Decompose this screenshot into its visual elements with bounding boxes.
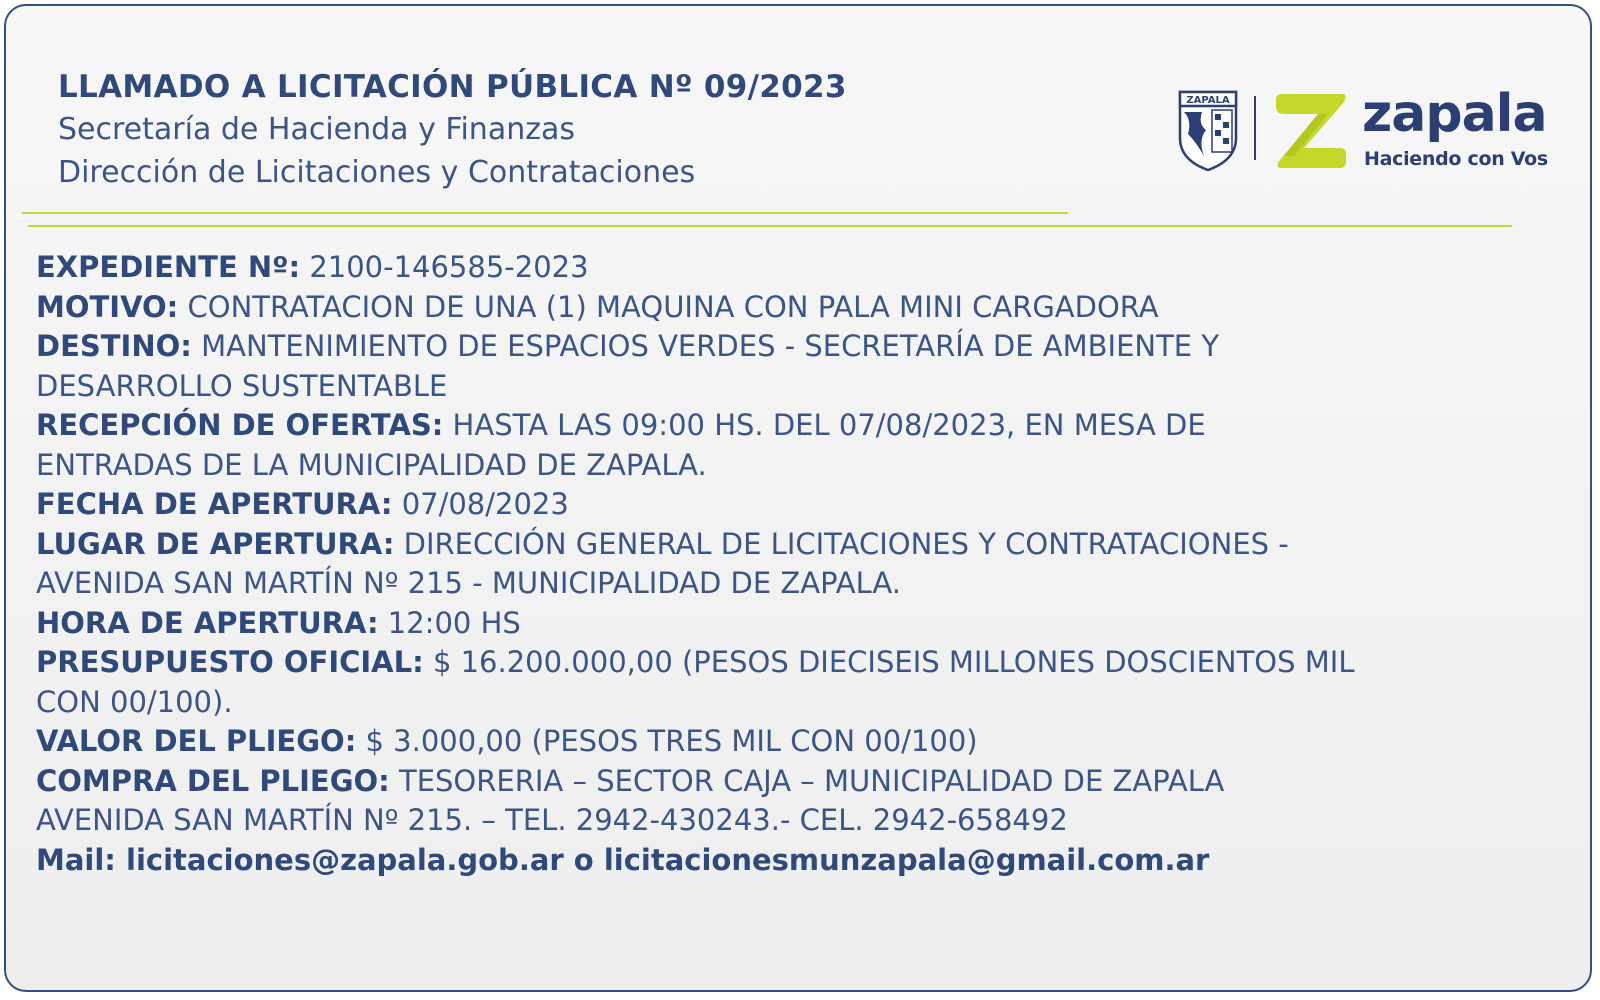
valor-label: VALOR DEL PLIEGO: (36, 724, 357, 758)
brand-tagline: Haciendo con Vos (1364, 148, 1548, 170)
zapala-logo (1178, 84, 1558, 172)
divider-line (22, 212, 1068, 214)
destino-value: MANTENIMIENTO DE ESPACIOS VERDES - SECRETARÍA DE AMBIENTE Y (201, 329, 1220, 363)
recepcion-line (36, 406, 1556, 446)
header (58, 66, 847, 194)
motivo-value: CONTRATACION DE UNA (1) MAQUINA CON PALA MINI CARGADORA (187, 289, 1159, 324)
destino-label: DESTINO: (36, 329, 192, 363)
fecha-label: FECHA DE APERTURA: (36, 487, 393, 521)
expediente-label: EXPEDIENTE Nº: (36, 250, 301, 284)
secretaria-subtitle: Secretaría de Hacienda y Finanzas (58, 112, 575, 147)
expediente-value: 2100-146585-2023 (309, 250, 589, 284)
brand-wordmark: zapala (1362, 84, 1547, 144)
licitacion-card (4, 4, 1592, 992)
lugar-line (36, 525, 1556, 565)
compra-value: TESORERIA – SECTOR CAJA – MUNICIPALIDAD DE ZAPALA (398, 763, 1225, 798)
valor-line (36, 722, 1556, 762)
destino-line-cont: DESARROLLO SUSTENTABLE (36, 368, 448, 403)
fecha-line (36, 485, 1556, 525)
motivo-label: MOTIVO: (36, 289, 179, 324)
hora-line (36, 604, 1556, 644)
presupuesto-line (36, 643, 1556, 683)
presupuesto-line-cont: CON 00/100). (36, 684, 233, 719)
compra-label: COMPRA DEL PLIEGO: (36, 763, 390, 798)
shield-text: ZAPALA (1186, 95, 1230, 106)
presupuesto-value: $ 16.200.000,00 (PESOS DIECISEIS MILLONES DOSCIENTOS MIL (432, 645, 1355, 679)
shield-icon (1178, 90, 1358, 172)
motivo-line (36, 288, 1556, 328)
hora-value: 12:00 HS (387, 605, 521, 640)
recepcion-line-cont: ENTRADAS DE LA MUNICIPALIDAD DE ZAPALA. (36, 447, 707, 482)
fecha-value: 07/08/2023 (401, 487, 569, 521)
mail-line: Mail: licitaciones@zapala.gob.ar o licitacionesmunzapala@gmail.com.ar (36, 842, 1210, 877)
recepcion-value: HASTA LAS 09:00 HS. DEL 07/08/2023, EN MESA DE (452, 408, 1206, 442)
destino-line (36, 327, 1556, 367)
lugar-line-cont: AVENIDA SAN MARTÍN Nº 215 - MUNICIPALIDAD DE ZAPALA. (36, 566, 901, 600)
compra-line (36, 762, 1556, 802)
lugar-value: DIRECCIÓN GENERAL DE LICITACIONES Y CONTRATACIONES - (403, 526, 1289, 561)
direccion-subtitle: Dirección de Licitaciones y Contrataciones (58, 155, 696, 190)
divider-line (28, 225, 1512, 227)
page-title: LLAMADO A LICITACIÓN PÚBLICA Nº 09/2023 (58, 69, 847, 105)
valor-value: $ 3.000,00 (PESOS TRES MIL CON 00/100) (365, 724, 978, 758)
lugar-label: LUGAR DE APERTURA: (36, 526, 395, 561)
hora-label: HORA DE APERTURA: (36, 605, 379, 640)
compra-line-cont: AVENIDA SAN MARTÍN Nº 215. – TEL. 2942-430243.- CEL. 2942-658492 (36, 803, 1068, 837)
expediente-line (36, 248, 1556, 288)
details-section (36, 248, 1556, 880)
presupuesto-label: PRESUPUESTO OFICIAL: (36, 645, 424, 679)
recepcion-label: RECEPCIÓN DE OFERTAS: (36, 408, 444, 442)
